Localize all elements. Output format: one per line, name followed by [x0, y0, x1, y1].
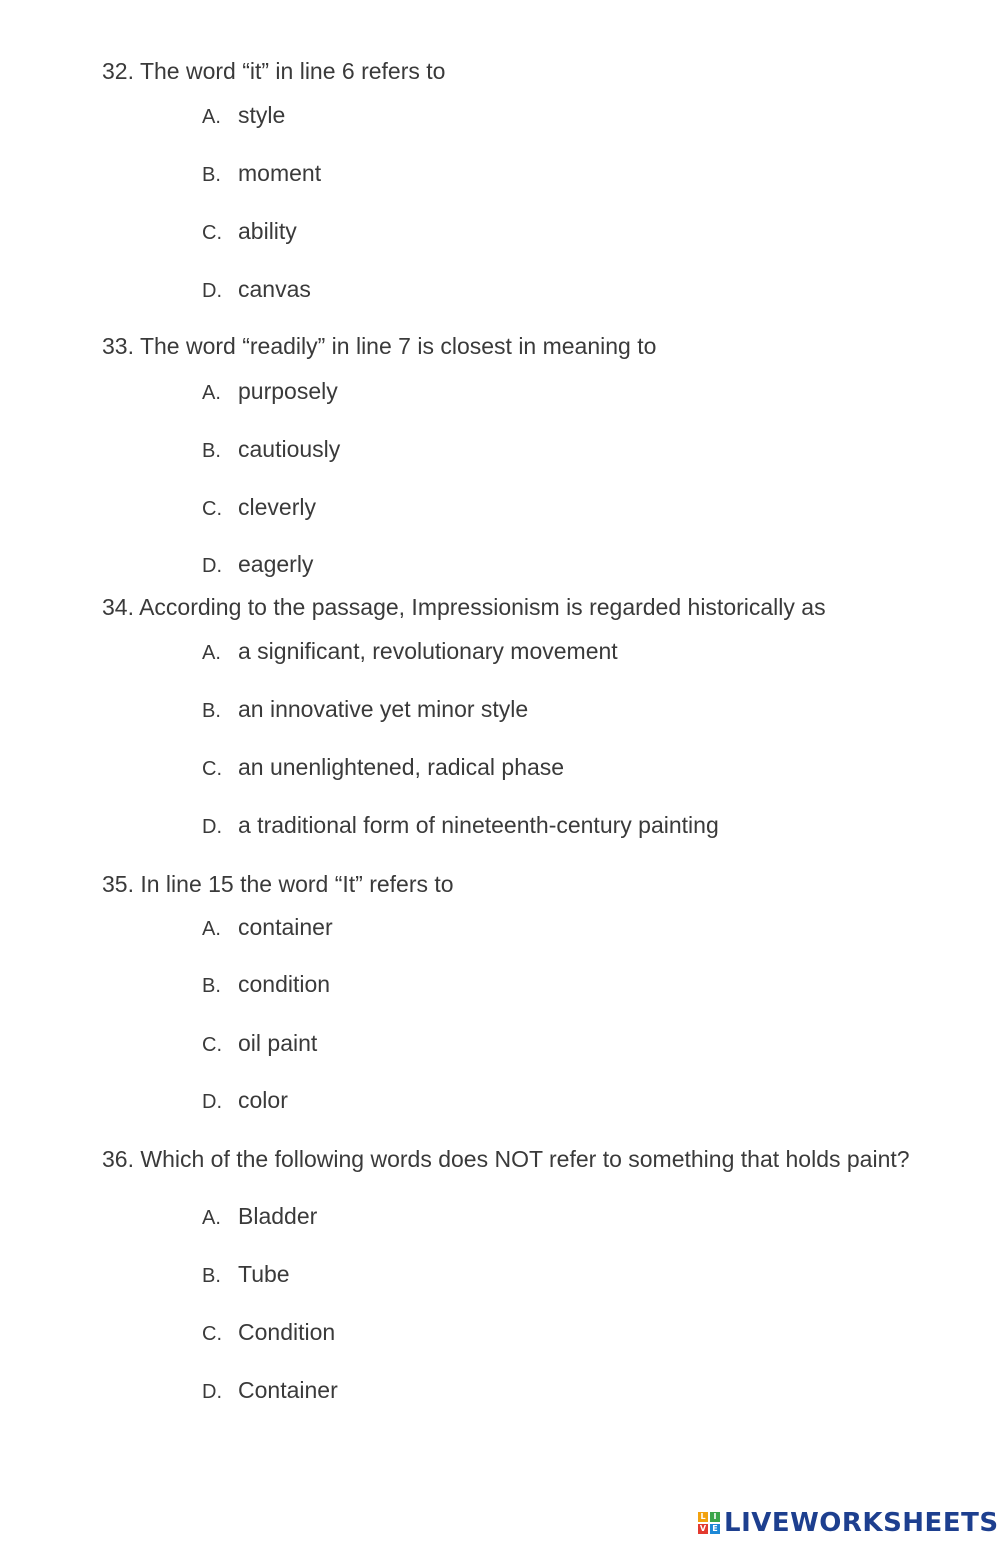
- option-letter: C.: [202, 758, 222, 780]
- option-text: Tube: [238, 1261, 290, 1287]
- question-34-option-a[interactable]: [202, 637, 618, 667]
- option-text: an unenlightened, radical phase: [238, 754, 565, 780]
- option-letter: D.: [202, 1381, 222, 1403]
- option-text: style: [238, 102, 286, 128]
- option-letter: B.: [202, 700, 221, 722]
- option-text: a significant, revolutionary movement: [238, 638, 618, 664]
- liveworksheets-logo: [698, 1505, 999, 1541]
- option-letter: C.: [202, 498, 222, 520]
- question-33-text: 33. The word “readily” in line 7 is closest in meaning to: [102, 333, 657, 359]
- option-text: moment: [238, 160, 322, 186]
- option-text: an innovative yet minor style: [238, 696, 529, 722]
- option-letter: B.: [202, 1265, 221, 1287]
- question-32-option-a[interactable]: [202, 101, 285, 131]
- option-letter: D.: [202, 1091, 222, 1113]
- option-letter: B.: [202, 164, 221, 186]
- question-32-option-d[interactable]: [202, 275, 311, 305]
- option-text: eagerly: [238, 551, 314, 577]
- question-32-text: 32. The word “it” in line 6 refers to: [102, 58, 446, 84]
- question-33-option-c[interactable]: [202, 493, 316, 523]
- question-33-option-a[interactable]: [202, 377, 338, 407]
- option-letter: D.: [202, 555, 222, 577]
- logo-tile-l: L: [698, 1512, 708, 1522]
- option-text: ability: [238, 218, 297, 244]
- question-35-option-b[interactable]: [202, 970, 330, 1000]
- option-text: canvas: [238, 276, 311, 302]
- question-33-option-b[interactable]: [202, 435, 340, 465]
- option-text: Container: [238, 1377, 338, 1403]
- question-32-option-b[interactable]: [202, 159, 321, 189]
- option-text: color: [238, 1087, 288, 1113]
- question-34-option-d[interactable]: [202, 811, 719, 841]
- option-letter: A.: [202, 1207, 221, 1229]
- option-letter: A.: [202, 642, 221, 664]
- option-letter: A.: [202, 382, 221, 404]
- question-36-text: 36. Which of the following words does NOT refer to something that holds paint?: [102, 1146, 910, 1172]
- question-36-option-c[interactable]: [202, 1318, 335, 1348]
- option-text: a traditional form of nineteenth-century painting: [238, 812, 719, 838]
- question-34-option-c[interactable]: [202, 753, 564, 783]
- option-letter: C.: [202, 222, 222, 244]
- question-36-option-a[interactable]: [202, 1202, 317, 1232]
- option-text: container: [238, 914, 333, 940]
- option-text: Condition: [238, 1319, 336, 1345]
- question-32-option-c[interactable]: [202, 217, 297, 247]
- option-text: oil paint: [238, 1030, 318, 1056]
- option-letter: B.: [202, 440, 221, 462]
- option-text: Bladder: [238, 1203, 318, 1229]
- question-35-option-d[interactable]: [202, 1086, 288, 1116]
- option-letter: D.: [202, 816, 222, 838]
- question-33-option-d[interactable]: [202, 550, 313, 580]
- logo-icon: [698, 1512, 720, 1534]
- option-letter: D.: [202, 280, 222, 302]
- option-letter: A.: [202, 106, 221, 128]
- option-letter: B.: [202, 975, 221, 997]
- question-34-text: 34. According to the passage, Impressionism is regarded historically as: [102, 594, 826, 620]
- option-letter: A.: [202, 918, 221, 940]
- question-35-option-a[interactable]: [202, 913, 333, 943]
- question-35-text: 35. In line 15 the word “It” refers to: [102, 871, 454, 897]
- question-36-option-b[interactable]: [202, 1260, 290, 1290]
- question-36-option-d[interactable]: [202, 1376, 338, 1406]
- option-letter: C.: [202, 1034, 222, 1056]
- option-text: condition: [238, 971, 331, 997]
- option-text: cleverly: [238, 494, 316, 520]
- option-text: cautiously: [238, 436, 341, 462]
- question-35-option-c[interactable]: [202, 1029, 317, 1059]
- option-text: purposely: [238, 378, 338, 404]
- question-34-option-b[interactable]: [202, 695, 528, 725]
- logo-tile-i: I: [710, 1512, 720, 1522]
- logo-tile-e: E: [710, 1524, 720, 1534]
- option-letter: C.: [202, 1323, 222, 1345]
- logo-text: LIVEWORKSHEETS: [724, 1508, 999, 1538]
- logo-tile-v: V: [699, 1524, 707, 1533]
